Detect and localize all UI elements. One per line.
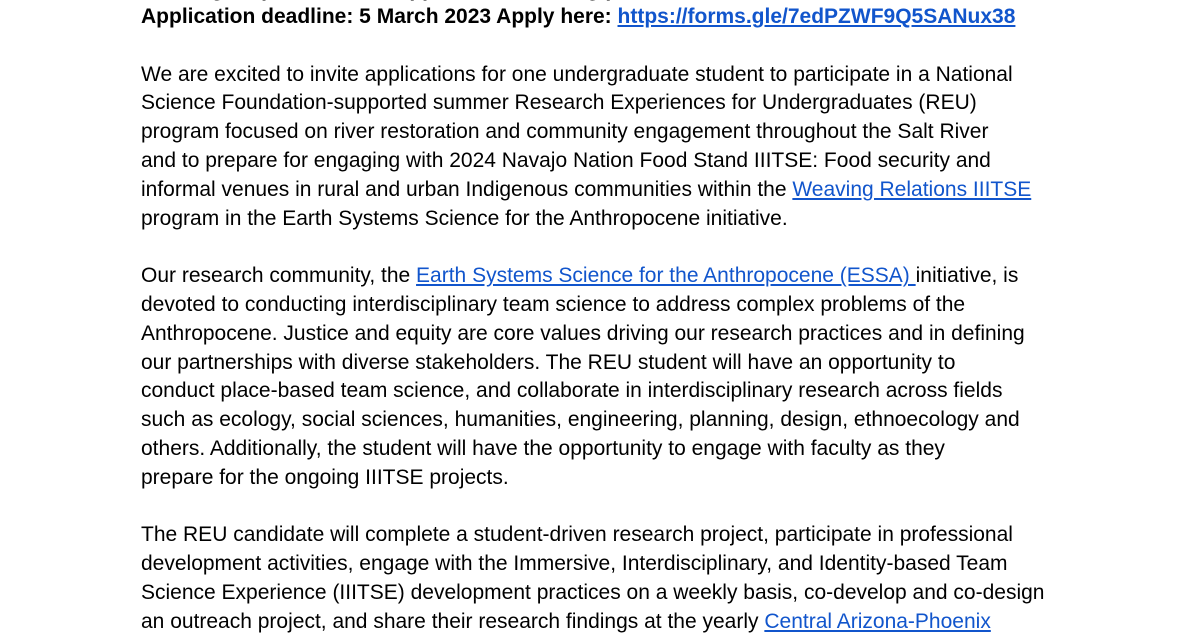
text-line: development activities, engage with the Immersive, Interdisciplinary, and Identity-based Team	[141, 552, 1008, 576]
text-segment: Our research community, the	[141, 264, 417, 288]
text-segment: initiative, is	[915, 264, 1019, 288]
weaving-relations-link[interactable]: Weaving Relations IIITSE	[792, 177, 1032, 201]
essa-link[interactable]: Earth Systems Science for the Anthropocene (ESSA)	[416, 264, 916, 288]
cap-link[interactable]: Central Arizona-Phoenix	[764, 609, 991, 633]
text-line: our partnerships with diverse stakeholders. The REU student will have an opportunity to	[141, 350, 956, 374]
paragraph-gap	[141, 233, 1071, 262]
text-line: devoted to conducting interdisciplinary team science to address complex problems of the	[141, 292, 966, 316]
paragraph-gap	[141, 32, 1071, 61]
text-line: Science Experience (IIITSE) development practices on a weekly basis, co-develop and co-design	[141, 580, 1045, 604]
paragraph-research-community	[141, 262, 1071, 492]
text-segment: an outreach project, and share their research findings at the yearly	[141, 609, 765, 633]
text-line: The REU candidate will complete a student-driven research project, participate in professional	[141, 523, 1013, 547]
apply-link[interactable]: https://forms.gle/7edPZWF9Q5SANux38	[617, 5, 1016, 28]
paragraph-gap	[141, 493, 1071, 522]
text-line: Anthropocene. Justice and equity are core values driving our research practices and in defining	[141, 321, 1025, 345]
paragraph-reu-candidate	[141, 521, 1071, 636]
text-line: Science Foundation-supported summer Research Experiences for Undergraduates (REU)	[141, 91, 977, 115]
text-line: and to prepare for engaging with 2024 Navajo Nation Food Stand IIITSE: Food security and	[141, 148, 991, 172]
text-line	[141, 262, 1071, 291]
text-line	[141, 608, 1071, 637]
text-line: others. Additionally, the student will have the opportunity to engage with faculty as they	[141, 436, 945, 460]
text-line: program in the Earth Systems Science for the Anthropocene initiative.	[141, 206, 788, 230]
text-line: program focused on river restoration and community engagement throughout the Salt River	[141, 120, 989, 144]
text-line: conduct place-based team science, and collaborate in interdisciplinary research across fields	[141, 379, 1003, 403]
paragraph-invitation	[141, 61, 1071, 234]
text-segment: informal venues in rural and urban Indigenous communities within the	[141, 177, 793, 201]
document-body	[141, 0, 1071, 637]
text-line: such as ecology, social sciences, humanities, engineering, planning, design, ethnoecology and	[141, 408, 1020, 432]
deadline-label: Application deadline: 5 March 2023 Apply here:	[141, 5, 618, 28]
text-line: prepare for the ongoing IIITSE projects.	[141, 465, 509, 489]
text-line: We are excited to invite applications for one undergraduate student to participate in a National	[141, 62, 1013, 86]
text-line	[141, 176, 1071, 205]
deadline-line	[141, 3, 1071, 32]
